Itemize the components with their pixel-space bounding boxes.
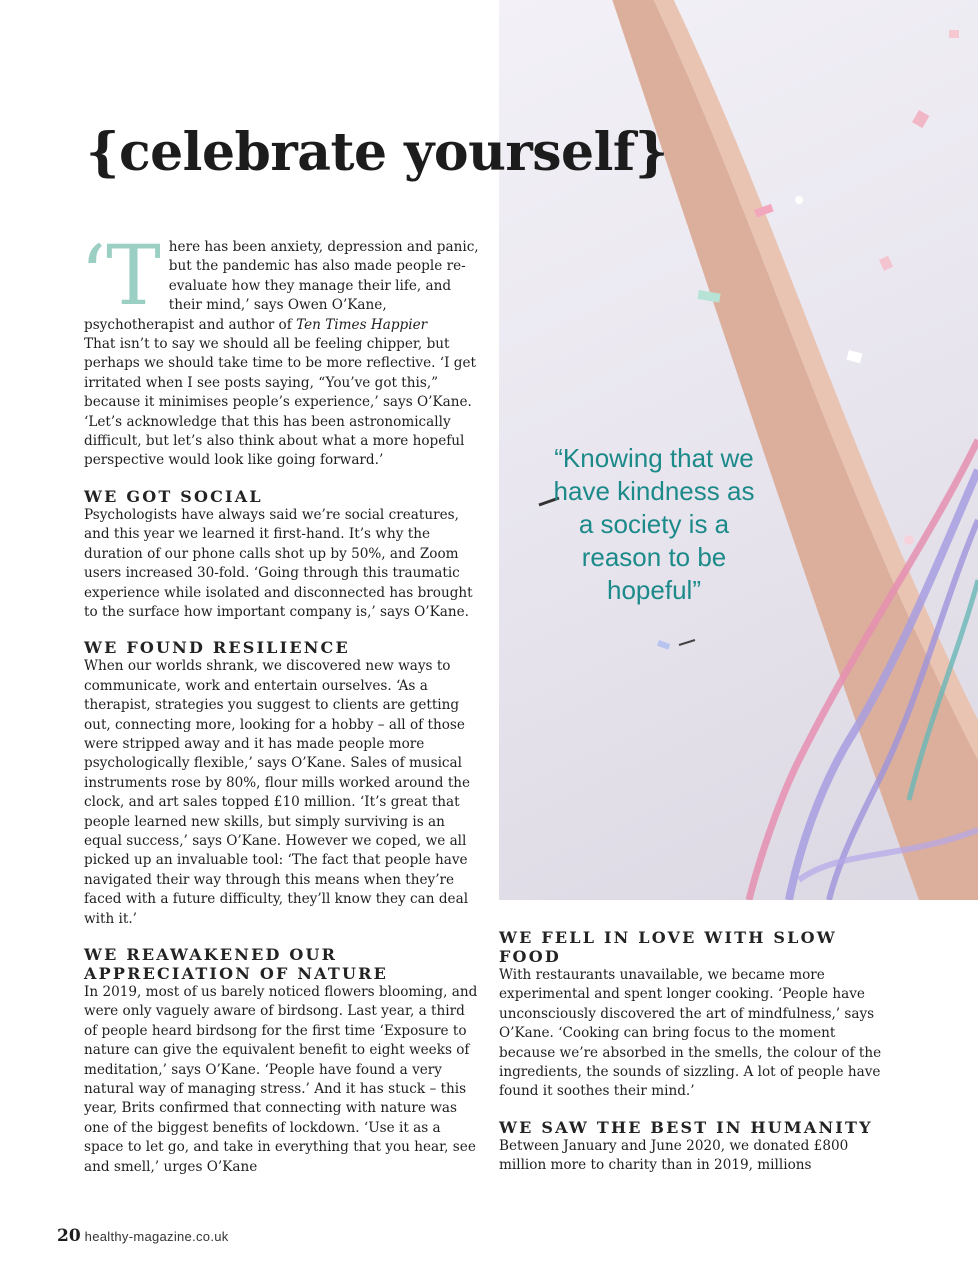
section-body-slow-food: With restaurants unavailable, we became more experimental and spent longer cooking. ‘People have unconsciously discovered the art of mindfulness,’ says O’Kane. ‘Cooking can bring focus to the moment because we’re absorbed in the smells, the colour of the ingredients, the sounds of sizzling. A lot of people have found it soothes their mind.’ <box>499 967 882 1100</box>
right-column <box>499 928 894 1176</box>
section-heading-humanity: WE SAW THE BEST IN HUMANITY <box>499 1117 873 1137</box>
section-body-social: Psychologists have always said we’re social creatures, and this year we learned it first-hand. It’s why the duration of our phone calls shot up by 50%, and Zoom users increased 30-fold. ‘Going through this traumatic experience while isolated and disconnected has brought to the surface how important company is,’ says O’Kane. <box>84 506 473 620</box>
website-link[interactable]: healthy-magazine.co.uk <box>84 1229 229 1244</box>
drop-cap: ‘T <box>80 229 161 324</box>
section-body-resilience: When our worlds shrank, we discovered new ways to communicate, work and entertain ourselves. ‘As a therapist, strategies you suggest to clients are getting out, connecting more, looking for a hobby – all of those were stripped away and it has made people more psychologically flexible,’ says O’Kane. Sales of musical instruments rose by 80%, flour mills worked around the clock, and art sales topped £10 million. ‘It’s great that people learned new skills, but simply surviving is an equal success,’ says O’Kane. However we coped, we all picked up an invaluable tool: ‘The fact that people have navigated their way through this means when they’re faced with a future difficulty, they’ll know they can deal with it.’ <box>84 658 471 927</box>
page-title: {celebrate yourself} <box>86 122 668 183</box>
section-heading-resilience: WE FOUND RESILIENCE <box>84 638 350 658</box>
section-heading-nature: WE REAWAKENED OUR APPRECIATION OF NATURE <box>84 945 389 983</box>
page-footer <box>57 1226 229 1246</box>
section-heading-slow-food: WE FELL IN LOVE WITH SLOW FOOD <box>499 928 837 966</box>
page-number: 20 <box>57 1226 81 1246</box>
book-title: Ten Times Happier <box>296 316 428 333</box>
section-heading-social: WE GOT SOCIAL <box>84 486 263 506</box>
section-body-nature: In 2019, most of us barely noticed flowers blooming, and were only vaguely aware of birdsong. Last year, a third of people heard birdsong for the first time ‘Exposure to nature can give the equivalent benefit to eight weeks of meditation,’ says O’Kane. ‘People have found a very natural way of managing stress.’ And it has stuck – this year, Brits confirmed that connecting with nature was one of the biggest benefits of lockdown. ‘Use it as a space to let go, and take in everything that you hear, see and smell,’ urges O’Kane <box>84 984 478 1175</box>
pull-quote: “Knowing that we have kindness as a society is a reason to be hopeful” <box>553 443 755 605</box>
section-body-humanity: Between January and June 2020, we donated £800 million more to charity than in 2019, millions <box>499 1137 849 1174</box>
left-column <box>80 229 482 1177</box>
intro-paragraph: ‘There has been anxiety, depression and panic, but the pandemic has also made people re-evaluate how they manage their life, and their mind,’ says Owen O’Kane, psychotherapist and author of Ten Times Happier That isn’t to say we should all be feeling chipper, but perhaps we should take time to be more reflective. ‘I get irritated when I see posts saying, “You’ve got this,” because it minimises people’s experience,’ says O’Kane. ‘Let’s acknowledge that this has been astronomically difficult, but let’s also think about what a more hopeful perspective would look like going forward.’ <box>80 229 479 469</box>
